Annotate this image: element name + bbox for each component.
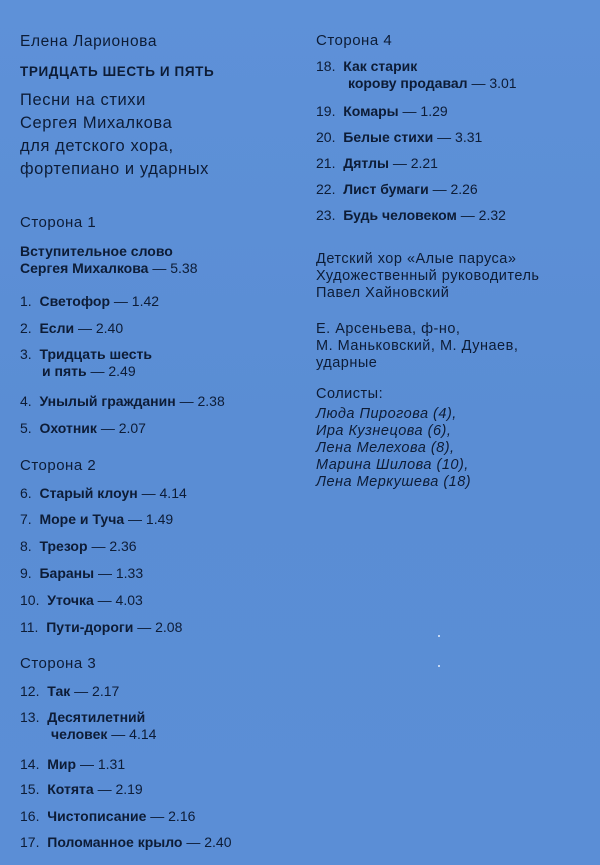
track-number: 3. <box>20 346 32 362</box>
track-duration: — 1.31 <box>79 756 126 772</box>
subtitle-line: для детского хора, <box>20 137 174 155</box>
track-duration: — 2.19 <box>97 781 143 797</box>
track-row <box>20 565 143 582</box>
track-duration: — 2.38 <box>179 393 225 409</box>
track-title-2: и пять <box>42 363 87 379</box>
track-title: Бараны <box>39 565 95 581</box>
track-number: 14. <box>20 756 40 772</box>
track-number: 16. <box>20 808 40 824</box>
track-duration: — 1.29 <box>402 103 448 119</box>
track-duration: — 2.49 <box>90 363 136 379</box>
track-title: Мир <box>47 756 77 772</box>
track-title: Комары <box>343 103 399 119</box>
author-name: Елена Ларионова <box>20 33 158 50</box>
track-number: 1. <box>20 293 32 309</box>
musician-line: ударные <box>316 355 378 371</box>
track-row <box>20 511 173 528</box>
track-duration: — 3.31 <box>437 129 483 145</box>
track-number: 15. <box>20 781 40 797</box>
track-title: Море и Туча <box>39 511 125 527</box>
track-title: Десятилетний <box>47 709 146 725</box>
track-number: 4. <box>20 393 32 409</box>
track-title: Старый клоун <box>39 485 138 501</box>
track-title-2: человек <box>51 726 108 742</box>
track-title: Так <box>47 683 71 699</box>
track-title: Трезор <box>39 538 88 554</box>
intro-title: Вступительное слово <box>20 243 173 259</box>
subtitle-line: Песни на стихи <box>20 91 146 109</box>
track-row <box>316 103 448 120</box>
track-duration: — 2.36 <box>91 538 137 554</box>
subtitle-line: Сергея Михалкова <box>20 114 173 132</box>
track-duration: — 1.49 <box>128 511 174 527</box>
track-number: 5. <box>20 420 32 436</box>
track-duration: — 2.21 <box>392 155 438 171</box>
track-number: 8. <box>20 538 32 554</box>
track-row <box>20 709 156 743</box>
track-row <box>316 155 438 172</box>
track-title: Пути-дороги <box>46 619 134 635</box>
track-row <box>20 420 146 437</box>
track-title: Котята <box>47 781 94 797</box>
track-row <box>20 781 143 798</box>
choir-name: Детский хор «Алые паруса» <box>316 251 517 267</box>
track-number: 20. <box>316 129 336 145</box>
track-row <box>316 58 517 92</box>
track-duration: — 5.38 <box>152 260 198 276</box>
track-row <box>316 129 482 146</box>
soloists-list <box>316 406 471 491</box>
subtitle <box>20 89 209 181</box>
track-row <box>20 592 143 609</box>
track-row <box>20 683 119 700</box>
track-title: Дятлы <box>343 155 389 171</box>
track-duration: — 1.33 <box>97 565 144 581</box>
track-title: Белые стихи <box>343 129 434 145</box>
track-duration: — 4.14 <box>141 485 187 501</box>
track-duration: — 4.03 <box>97 592 143 608</box>
track-number: 7. <box>20 511 32 527</box>
track-number: 18. <box>316 58 336 74</box>
track-row <box>20 293 159 310</box>
subtitle-line: фортепиано и ударных <box>20 160 210 178</box>
side-1-label: Сторона 1 <box>20 214 97 231</box>
track-number: 17. <box>20 834 40 850</box>
side-4-label: Сторона 4 <box>316 32 393 49</box>
musician-line: М. Маньковский, М. Дунаев, <box>316 338 519 354</box>
track-duration: — 3.01 <box>471 75 517 91</box>
soloist: Лена Меркушева (18) <box>316 474 472 490</box>
track-number: 22. <box>316 181 336 197</box>
soloist: Марина Шилова (10), <box>316 457 469 473</box>
track-row <box>316 207 506 224</box>
album-title: ТРИДЦАТЬ ШЕСТЬ И ПЯТЬ <box>20 64 215 79</box>
track-number: 2. <box>20 320 32 336</box>
track-number: 11. <box>20 619 39 635</box>
soloist: Лена Мелехова (8), <box>316 440 455 456</box>
track-duration: — 4.14 <box>111 726 157 742</box>
track-row <box>20 320 123 337</box>
track-title: Лист бумаги <box>343 181 429 197</box>
track-title: Светофор <box>39 293 110 309</box>
director-name: Павел Хайновский <box>316 285 450 301</box>
soloist: Люда Пирогова (4), <box>316 406 457 422</box>
track-row <box>20 808 195 825</box>
director-role: Художественный руководитель <box>316 268 540 284</box>
track-row <box>20 756 125 773</box>
track-duration: — 2.16 <box>150 808 196 824</box>
track-number: 21. <box>316 155 336 171</box>
intro-track <box>20 243 197 277</box>
track-duration: — 2.32 <box>460 207 506 223</box>
track-row <box>20 619 182 636</box>
track-number: 23. <box>316 207 336 223</box>
track-row <box>20 346 152 380</box>
track-number: 13. <box>20 709 40 725</box>
track-row <box>20 485 187 502</box>
track-title: Будь человеком <box>343 207 457 223</box>
track-title: Тридцать шесть <box>39 346 152 362</box>
track-row <box>20 538 137 555</box>
track-duration: — 2.08 <box>137 619 183 635</box>
track-duration: — 2.26 <box>432 181 478 197</box>
track-title: Как старик <box>343 58 418 74</box>
credits-performers <box>316 251 539 302</box>
track-number: 9. <box>20 565 32 581</box>
side-2-label: Сторона 2 <box>20 457 97 474</box>
track-title: Унылый гражданин <box>39 393 176 409</box>
track-title: Чистописание <box>47 808 147 824</box>
track-title: Охотник <box>39 420 97 436</box>
musician-line: Е. Арсеньева, ф-но, <box>316 321 461 337</box>
track-number: 19. <box>316 103 336 119</box>
track-row <box>316 181 478 198</box>
track-number: 10. <box>20 592 40 608</box>
intro-title-2: Сергея Михалкова <box>20 260 149 276</box>
credits-musicians <box>316 321 518 372</box>
track-title: Уточка <box>47 592 94 608</box>
track-row <box>20 393 225 410</box>
paper-speck <box>438 665 440 667</box>
track-duration: — 2.40 <box>77 320 124 336</box>
track-duration: — 2.07 <box>100 420 146 436</box>
soloist: Ира Кузнецова (6), <box>316 423 452 439</box>
paper-speck <box>438 635 440 637</box>
track-title: Поломанное крыло <box>47 834 183 850</box>
soloists-label: Солисты: <box>316 386 384 402</box>
track-number: 6. <box>20 485 32 501</box>
track-row <box>20 834 232 851</box>
side-3-label: Сторона 3 <box>20 655 97 672</box>
track-duration: — 2.40 <box>186 834 232 850</box>
track-number: 12. <box>20 683 40 699</box>
track-duration: — 2.17 <box>74 683 120 699</box>
track-duration: — 1.42 <box>113 293 160 309</box>
track-title-2: корову продавал <box>348 75 468 91</box>
track-title: Если <box>39 320 75 336</box>
